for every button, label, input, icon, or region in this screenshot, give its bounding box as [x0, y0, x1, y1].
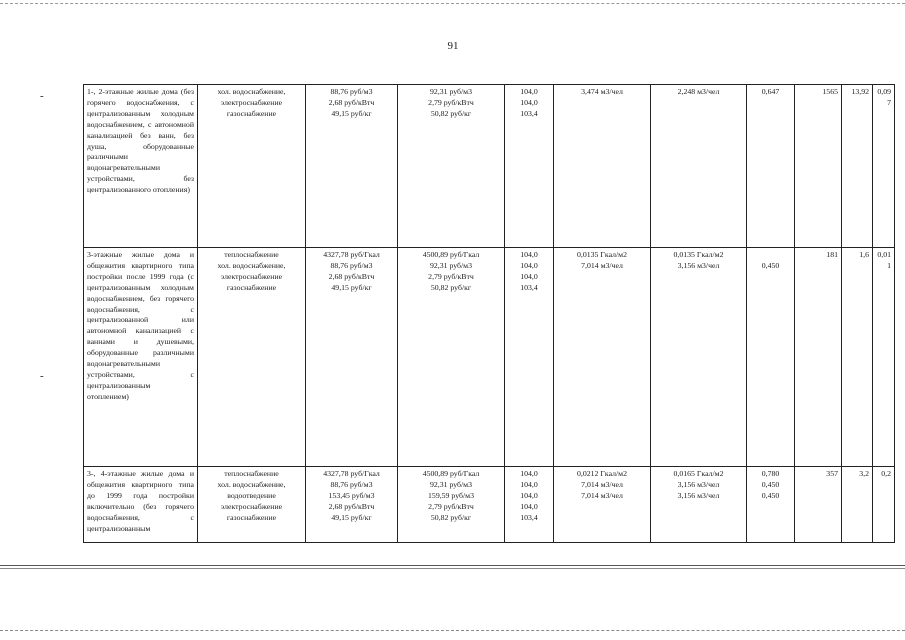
- tariff-table: [83, 84, 895, 543]
- housing-type-cell: 3-этажные жилые дома и общежития квартирного типа постройки после 1999 года (с централизованным холодным водоснабжением, без горячего водоснабжения, с централизованной или автономной канализацией с ваннами и душевыми, оборудованные различными водонагревательными устройствами, с централизованным отоплением): [84, 248, 198, 467]
- margin-mark: -: [40, 370, 44, 382]
- value-b-cell: 3,2: [842, 467, 873, 543]
- coefficient-cell: 0,647: [747, 85, 795, 248]
- norm-1-cell: 3,474 м3/чел: [554, 85, 651, 248]
- norm-1-cell: 0,0212 Гкал/м2 7,014 м3/чел 7,014 м3/чел: [554, 467, 651, 543]
- norm-2-cell: 2,248 м3/чел: [651, 85, 747, 248]
- coefficient-cell: 0,780 0,450 0,450: [747, 467, 795, 543]
- services-cell: теплоснабжение хол. водоснабжение, водоотведение электроснабжение газоснабжение: [198, 467, 306, 543]
- housing-type-cell: 1-, 2-этажные жилые дома (без горячего водоснабжения, с централизованным холодным водоснабжением, с автономной канализацией без ванн, без душа, оборудованные различными водонагревательными устройствами, без централизованного отопления): [84, 85, 198, 248]
- value-a-cell: 1565: [795, 85, 842, 248]
- value-b-cell: 13,92: [842, 85, 873, 248]
- table-row: [84, 248, 895, 467]
- housing-type-cell: 3-, 4-этажные жилые дома и общежития квартирного типа до 1999 года постройки включительно (без горячего водоснабжения, с централизованным: [84, 467, 198, 543]
- tariff-new-cell: 92,31 руб/м3 2,79 руб/кВтч 50,82 руб/кг: [398, 85, 505, 248]
- tariff-old-cell: 4327,78 руб/Гкал 88,76 руб/м3 2,68 руб/кВтч 49,15 руб/кг: [306, 248, 398, 467]
- margin-mark: -: [40, 90, 44, 102]
- coefficient-cell: 0,450: [747, 248, 795, 467]
- services-cell: теплоснабжение хол. водоснабжение, электроснабжение газоснабжение: [198, 248, 306, 467]
- scan-top-edge: [0, 3, 905, 4]
- scan-bottom-edge: [0, 630, 905, 631]
- index-cell: 104,0 104,0 104,0 103,4: [505, 248, 554, 467]
- services-cell: хол. водоснабжение, электроснабжение газоснабжение: [198, 85, 306, 248]
- tariff-old-cell: 4327,78 руб/Гкал 88,76 руб/м3 153,45 руб/м3 2,68 руб/кВтч 49,15 руб/кг: [306, 467, 398, 543]
- norm-2-cell: 0,0165 Гкал/м2 3,156 м3/чел 3,156 м3/чел: [651, 467, 747, 543]
- norm-2-cell: 0,0135 Гкал/м2 3,156 м3/чел: [651, 248, 747, 467]
- value-c-cell: 0,01 1: [873, 248, 895, 467]
- scan-bottom-rule: [0, 565, 905, 566]
- page-number: 91: [447, 40, 459, 52]
- value-a-cell: 357: [795, 467, 842, 543]
- value-c-cell: 0,2: [873, 467, 895, 543]
- value-c-cell: 0,09 7: [873, 85, 895, 248]
- norm-1-cell: 0,0135 Гкал/м2 7,014 м3/чел: [554, 248, 651, 467]
- table-row: [84, 467, 895, 543]
- tariff-new-cell: 4500,89 руб/Гкал 92,31 руб/м3 159,59 руб/м3 2,79 руб/кВтч 50,82 руб/кг: [398, 467, 505, 543]
- value-b-cell: 1,6: [842, 248, 873, 467]
- index-cell: 104,0 104,0 103,4: [505, 85, 554, 248]
- table-row: [84, 85, 895, 248]
- tariff-old-cell: 88,76 руб/м3 2,68 руб/кВтч 49,15 руб/кг: [306, 85, 398, 248]
- scan-bottom-rule: [0, 568, 905, 569]
- tariff-new-cell: 4500,89 руб/Гкал 92,31 руб/м3 2,79 руб/кВтч 50,82 руб/кг: [398, 248, 505, 467]
- value-a-cell: 181: [795, 248, 842, 467]
- index-cell: 104,0 104,0 104,0 104,0 103,4: [505, 467, 554, 543]
